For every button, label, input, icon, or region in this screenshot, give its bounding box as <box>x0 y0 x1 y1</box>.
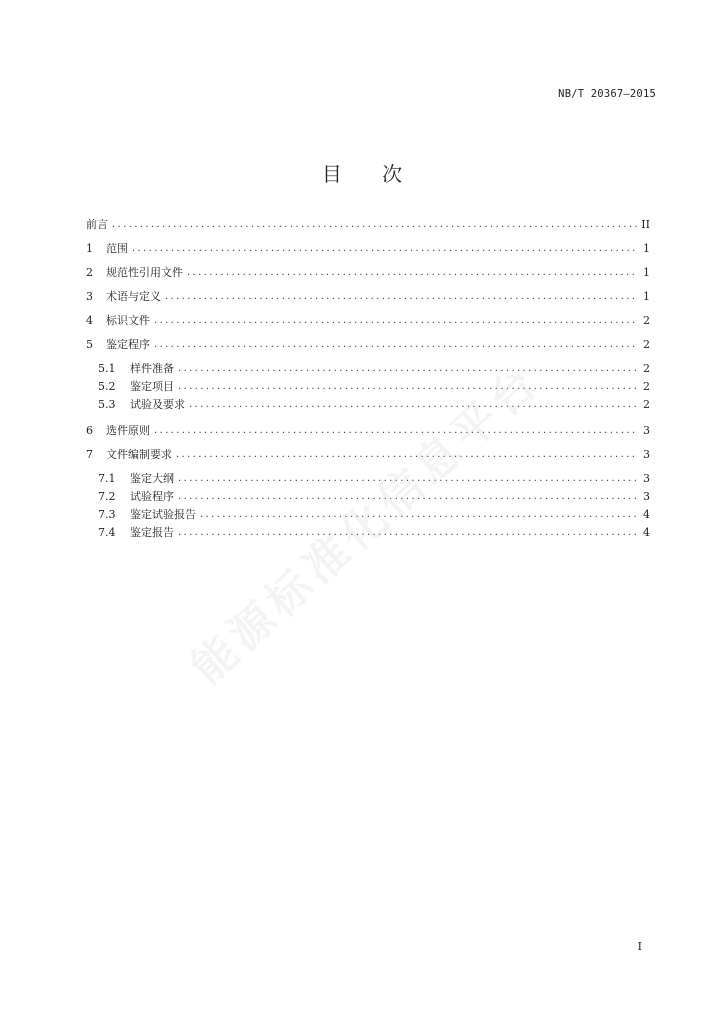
toc-label: 文件编制要求 <box>106 448 172 461</box>
toc-leader-dots <box>178 526 638 540</box>
toc-label: 鉴定试验报告 <box>130 508 196 521</box>
toc-page: 3 <box>643 490 650 503</box>
toc-page: 2 <box>643 314 650 327</box>
toc-page: 1 <box>643 242 650 255</box>
toc-label: 样件准备 <box>130 362 174 375</box>
toc-label: 术语与定义 <box>106 290 161 303</box>
toc-page: 2 <box>643 380 650 393</box>
toc-entry-6[interactable] <box>86 424 650 438</box>
toc-entry-5-2[interactable] <box>86 380 650 394</box>
toc-leader-dots <box>187 266 638 280</box>
page-number: I <box>637 940 642 953</box>
toc-page: 2 <box>643 338 650 351</box>
toc-number: 7.1 <box>98 472 116 485</box>
toc-page: 1 <box>643 290 650 303</box>
toc-entry-7[interactable] <box>86 448 650 462</box>
toc-label: 鉴定报告 <box>130 526 174 539</box>
toc-entry-5[interactable] <box>86 338 650 352</box>
toc-number: 7.4 <box>98 526 116 539</box>
toc-leader-dots <box>189 398 638 412</box>
toc-label: 标识文件 <box>106 314 150 327</box>
toc-leader-dots <box>178 362 638 376</box>
toc-number: 5.3 <box>98 398 116 411</box>
toc-label: 试验程序 <box>130 490 174 503</box>
toc-number: 6 <box>86 424 93 437</box>
toc-leader-dots <box>132 242 638 256</box>
toc-label: 鉴定大纲 <box>130 472 174 485</box>
toc-number: 4 <box>86 314 93 327</box>
toc-entry-2[interactable] <box>86 266 650 280</box>
toc-leader-dots <box>178 380 638 394</box>
toc-number: 7.2 <box>98 490 116 503</box>
standard-code: NB/T 20367—2015 <box>558 88 656 100</box>
toc-page: 3 <box>643 448 650 461</box>
toc-number: 2 <box>86 266 93 279</box>
title-char-2: 次 <box>382 162 403 186</box>
toc-number: 5.1 <box>98 362 116 375</box>
toc-leader-dots <box>154 338 638 352</box>
toc-entry-5-1[interactable] <box>86 362 650 376</box>
toc-entry-foreword[interactable] <box>86 218 650 232</box>
toc-entry-3[interactable] <box>86 290 650 304</box>
toc-entry-1[interactable] <box>86 242 650 256</box>
watermark: 能源标准化信息平台 <box>181 355 551 695</box>
toc-number: 5.2 <box>98 380 116 393</box>
toc-page: 2 <box>643 398 650 411</box>
toc-label: 试验及要求 <box>130 398 185 411</box>
toc-number: 3 <box>86 290 93 303</box>
toc-entry-5-3[interactable] <box>86 398 650 412</box>
toc-page: II <box>641 218 650 231</box>
toc-label: 鉴定程序 <box>106 338 150 351</box>
toc-number: 7.3 <box>98 508 116 521</box>
toc-leader-dots <box>154 424 638 438</box>
toc-label: 规范性引用文件 <box>106 266 183 279</box>
title-char-1: 目 <box>321 162 342 186</box>
toc-leader-dots <box>154 314 638 328</box>
toc-page: 3 <box>643 472 650 485</box>
toc-number: 5 <box>86 338 93 351</box>
toc-label: 选件原则 <box>106 424 150 437</box>
toc-page: 4 <box>643 508 650 521</box>
toc-leader-dots <box>165 290 638 304</box>
toc-entry-4[interactable] <box>86 314 650 328</box>
toc-number: 7 <box>86 448 93 461</box>
toc-leader-dots <box>112 218 637 232</box>
toc-label: 范围 <box>106 242 128 255</box>
toc-page: 1 <box>643 266 650 279</box>
page-title <box>0 158 724 187</box>
toc-number: 1 <box>86 242 93 255</box>
toc-page: 2 <box>643 362 650 375</box>
toc-label: 前言 <box>86 218 108 231</box>
toc-page: 4 <box>643 526 650 539</box>
toc-label: 鉴定项目 <box>130 380 174 393</box>
toc-page: 3 <box>643 424 650 437</box>
